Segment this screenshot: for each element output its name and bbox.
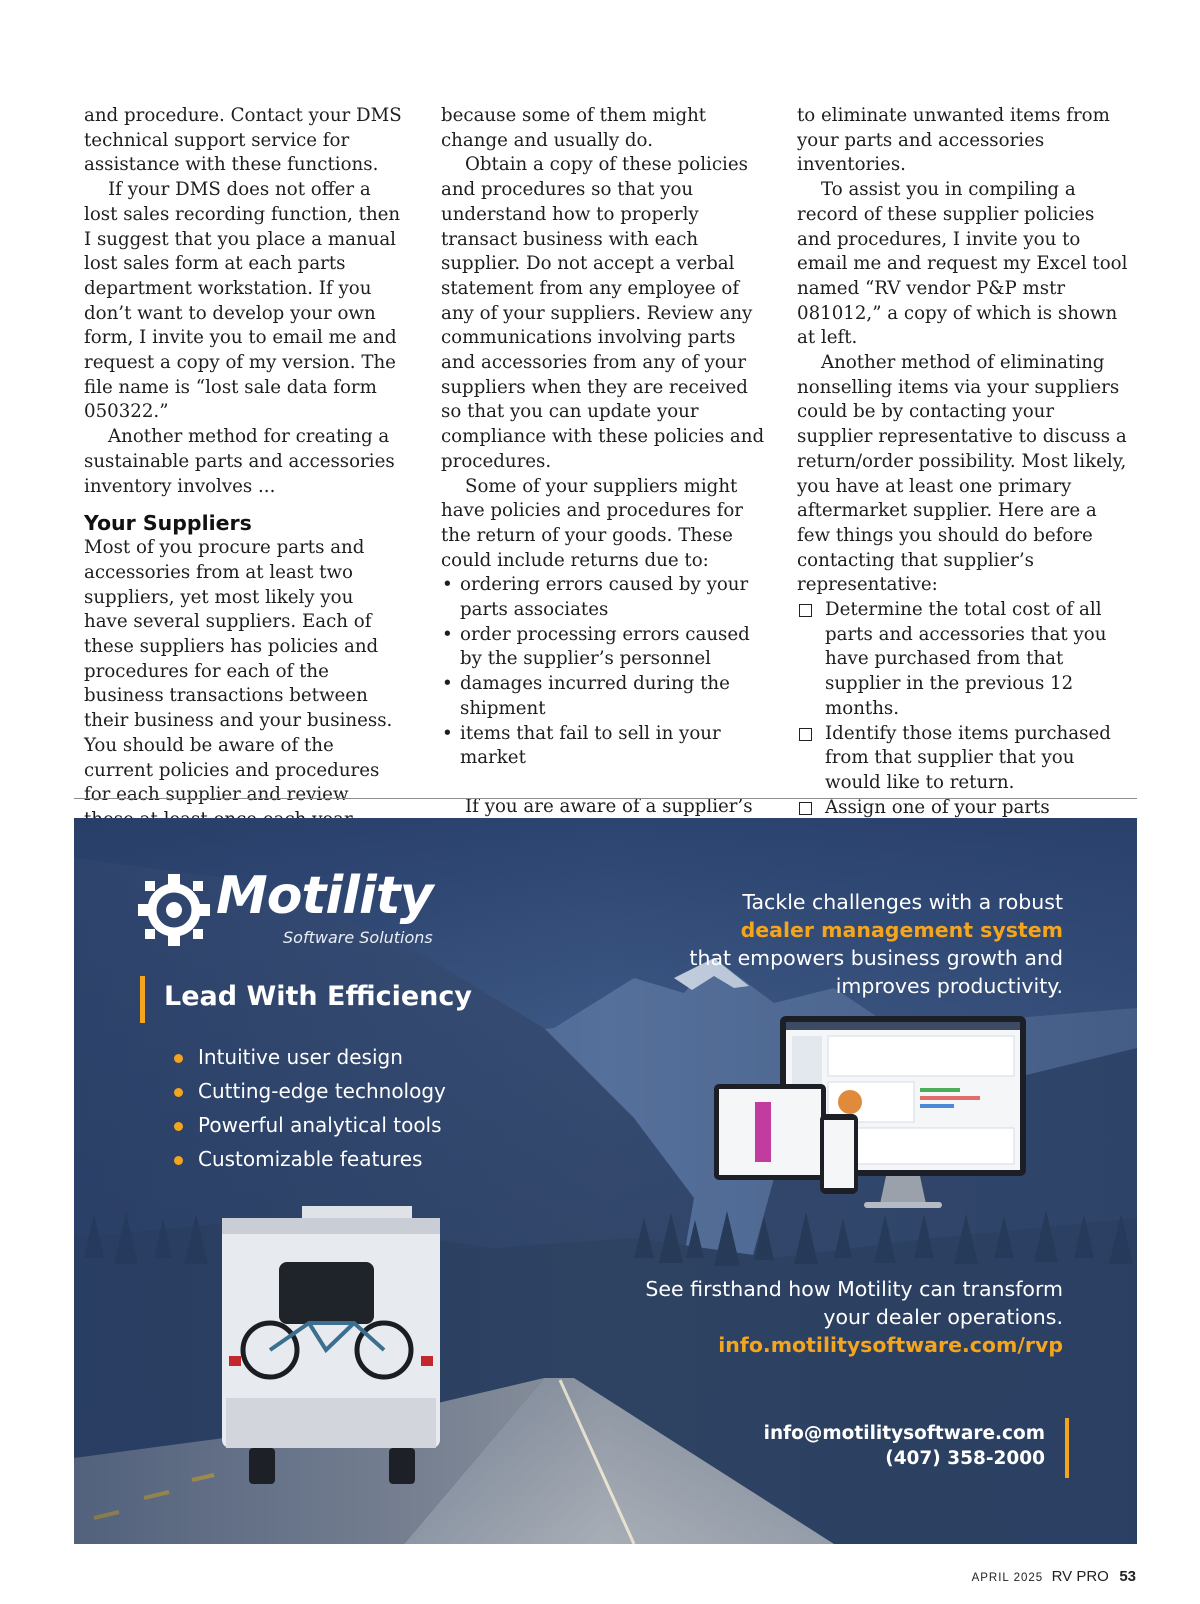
email-link[interactable]: info@motilitysoftware.com (763, 1423, 1045, 1444)
feature-item: Intuitive user design (174, 1040, 446, 1074)
paragraph: Some of your suppliers might have policies and procedures for the return of your goods. These could include returns due to: (441, 475, 744, 571)
phone-number: (407) 358-2000 (885, 1448, 1045, 1469)
issue-date: APRIL 2025 (971, 1572, 1044, 1584)
ad-tagline (643, 888, 1063, 1000)
paragraph: If your DMS does not offer a lost sales recording function, then I suggest that you place a manual lost sales form at each parts department workstation. If you don’t want to develop your own form, I invite you to email me and request a copy of my version. The file name is “lost sale data form 050322.” (84, 179, 401, 423)
paragraph: To assist you in compiling a record of these supplier policies and procedures, I invite you to email me and request my Excel tool named “RV vendor P&P mstr 081012,” a copy of which is shown at left. (797, 179, 1128, 349)
tagline-line: Tackle challenges with a robust (742, 890, 1063, 914)
paragraph: and procedure. Contact your DMS technical support service for assistance with these functions. (84, 105, 402, 176)
returns-list (441, 573, 773, 771)
logo-name: Motility (216, 866, 433, 926)
paragraph: because some of them might change and usually do. (441, 105, 707, 151)
paragraph: If you are aware of a supplier’s (465, 795, 753, 817)
list-item: • items that fail to sell in your market (441, 722, 773, 771)
tagline-line: that empowers business growth and improves productivity. (689, 946, 1063, 998)
paragraph: Most of you procure parts and accessories from at least two suppliers, yet most likely you have several suppliers. Each of these suppliers has policies and procedures for each of the business transactions between their business and your business. You should be aware of the current policies and procedures for each supplier and review (84, 537, 393, 806)
list-item: • order processing errors caused by the supplier’s personnel (441, 623, 773, 672)
paragraph: Another method of eliminating nonselling items via your suppliers could be by contacting your supplier representative to discuss a return/order possibility. Most likely, you have at least one primary aftermarket supplier. Here are a few things you should do before contacting that supplier’s representative: (797, 352, 1127, 596)
article-column-3 (797, 104, 1131, 895)
magazine-name: RV PRO (1051, 1568, 1109, 1585)
logo-subtitle: Software Solutions (283, 928, 433, 947)
article-column-1 (84, 104, 402, 833)
motility-logo (136, 866, 436, 952)
feature-item: Powerful analytical tools (174, 1108, 446, 1142)
paragraph: Another method for creating a sustainable parts and accessories inventory involves ... (84, 426, 395, 497)
feature-item: Customizable features (174, 1142, 446, 1176)
tagline-highlight: dealer management system (740, 918, 1063, 942)
list-item: • damages incurred during the shipment (441, 672, 773, 721)
feature-list (174, 1040, 446, 1176)
checklist-item: Determine the total cost of all parts and accessories that you have purchased from that supplier in the previous 12 months. (797, 598, 1131, 722)
ad-contact (764, 1421, 1045, 1471)
cta-text: See firsthand how Motility can transform your dealer operations. (645, 1277, 1063, 1329)
list-item: • ordering errors caused by your parts associates (441, 573, 773, 622)
accent-bar (140, 976, 145, 1023)
divider (74, 798, 1137, 799)
article-column-2 (441, 104, 773, 869)
spacer (441, 771, 773, 795)
ad-url-link[interactable]: info.motilitysoftware.com/rvp (718, 1333, 1063, 1357)
gear-icon (136, 872, 212, 948)
rv-illustration (222, 1206, 440, 1484)
motility-advertisement (74, 818, 1137, 1544)
checklist-item: Identify those items purchased from that supplier that you would like to return. (797, 722, 1131, 796)
section-heading: Your Suppliers (84, 511, 252, 536)
ad-headline: Lead With Efficiency (164, 981, 472, 1012)
checklist-item: Assign one of your parts (797, 796, 1131, 895)
page-folio (972, 1568, 1136, 1586)
ad-cta (643, 1275, 1063, 1359)
paragraph: Obtain a copy of these policies and procedures so that you understand how to properly transact business with each supplier. Do not accept a verbal statement from any employee of any of your suppliers. Review any communications involving parts and accessories from any of your suppliers when they are received so that you can update your compliance with these policies and procedures. (441, 154, 765, 472)
feature-item: Cutting-edge technology (174, 1074, 446, 1108)
accent-bar (1065, 1418, 1069, 1478)
paragraph: to eliminate unwanted items from your parts and accessories inventories. (797, 105, 1110, 176)
page-number: 53 (1119, 1568, 1136, 1585)
